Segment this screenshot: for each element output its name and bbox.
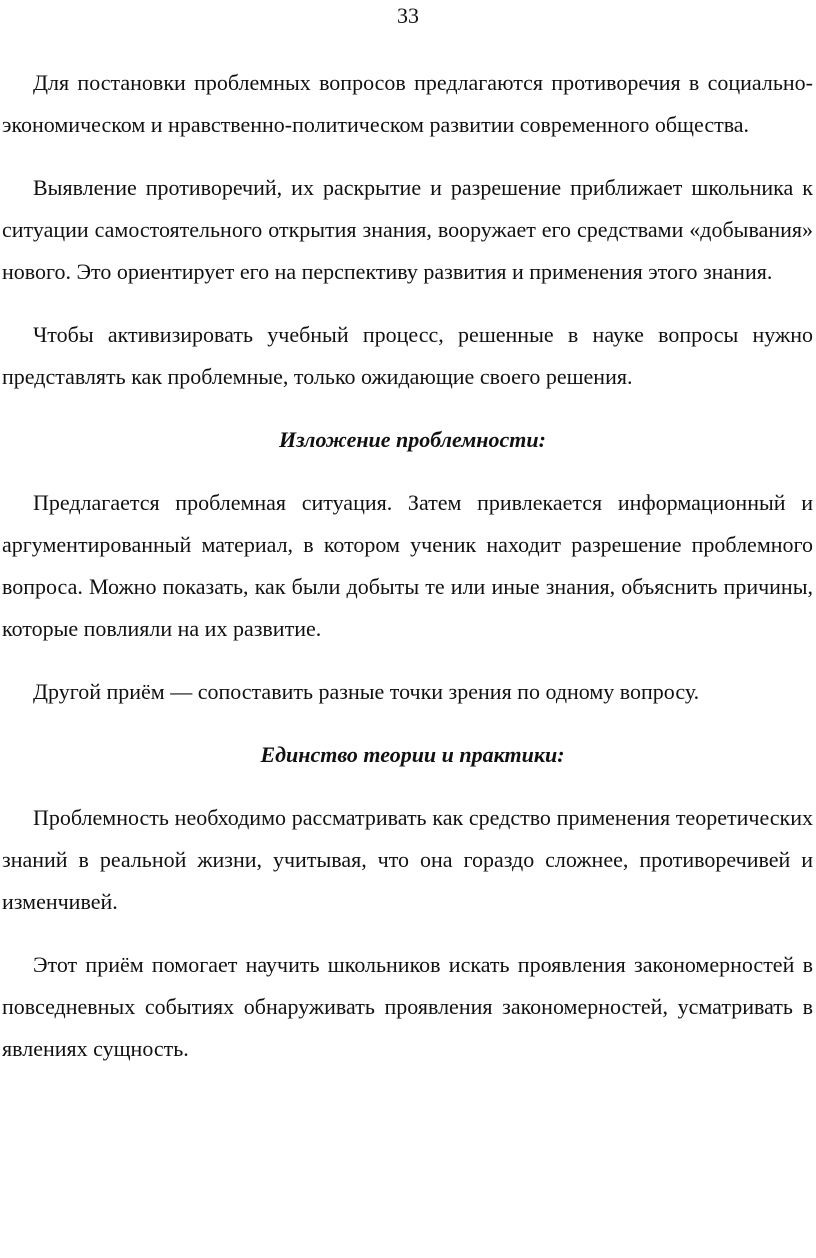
paragraph-revealing-contradictions: Выявление противоречий, их раскрытие и разрешение приближает школьника к ситуации самостоятельного открытия знания, вооружает его средствами «добывания» нового. Это ориентирует его на перспективу развития и применения этого знания. <box>2 175 813 284</box>
paragraph-problem-application: Проблемность необходимо рассматривать как средство применения теоретических знаний в реальной жизни, учитывая, что она гораздо сложнее, противоречивей и изменчивей. <box>2 805 813 914</box>
paragraph-problem-situation: Предлагается проблемная ситуация. Затем привлекается информационный и аргументированный материал, в котором ученик находит разрешение проблемного вопроса. Можно показать, как были добыты те или иные знания, объяснить причины, которые повлияли на их развитие. <box>2 490 813 641</box>
body-text <box>2 62 813 1070</box>
paragraph-activate-learning: Чтобы активизировать учебный процесс, решенные в науке вопросы нужно представлять как проблемные, только ожидающие своего решения. <box>2 322 813 389</box>
heading-theory-practice: Единство теории и практики: <box>260 742 565 767</box>
paragraph-compare-viewpoints: Другой приём — сопоставить разные точки зрения по одному вопросу. <box>33 679 700 704</box>
paragraph-contradictions: Для постановки проблемных вопросов предлагаются противоречия в социально-экономическом и нравственно-политическом развитии современного общества. <box>2 70 813 137</box>
paragraph-find-regularities: Этот приём помогает научить школьников искать проявления закономерностей в повседневных событиях обнаруживать проявления закономерностей, усматривать в явлениях сущность. <box>2 952 813 1061</box>
heading-problem-presentation: Изложение проблемности: <box>279 427 546 452</box>
page-number: 33 <box>397 3 419 28</box>
